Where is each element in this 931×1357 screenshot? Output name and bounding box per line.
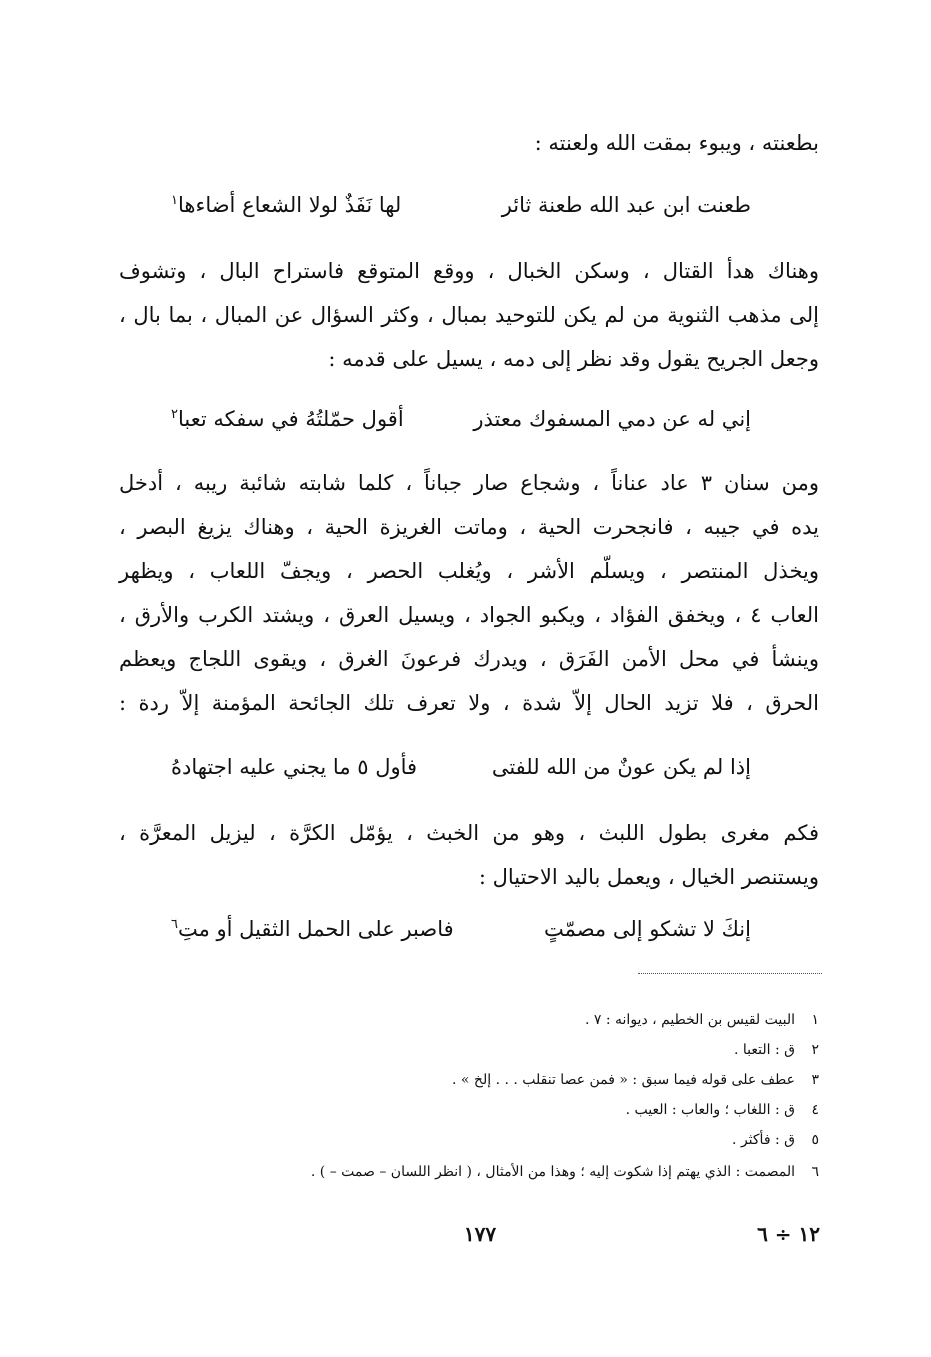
- verse-2: [171, 404, 751, 434]
- signature-mark: ١٢ ÷ ٦: [757, 1222, 820, 1246]
- verse-2-second-text: أقول حمّلتُهُ في سفكه تعبا: [177, 407, 404, 431]
- footnote-2-text: ق : التعبا .: [733, 1042, 795, 1058]
- verse-1-first-hemistich: طعنت ابن عبد الله طعنة ثائر: [501, 193, 751, 217]
- verse-3-second-text: فأول ٥ ما يجني عليه اجتهادهُ: [171, 755, 418, 779]
- footnote-5-number: ٥: [811, 1132, 819, 1148]
- verse-4: [171, 914, 751, 944]
- footnote-marker-1: ١: [171, 193, 178, 208]
- body-line-7: ويخذل المنتصر ، ويسلّم الأشر ، ويُغلب الحصر ، ويجفّ اللعاب ، ويظهر: [119, 559, 819, 583]
- body-line-10: الحرق ، فلا تزيد الحال إلاّ شدة ، ولا تعرف تلك الجائحة المؤمنة إلاّ ردة :: [119, 691, 819, 715]
- footnote-5-text: ق : فأكثر .: [732, 1132, 795, 1148]
- body-line-11: فكم مغرى بطول اللبث ، وهو من الخبث ، يؤمّل الكرَّة ، ليزيل المعرَّة ،: [119, 821, 819, 845]
- footnote-5: [119, 1130, 819, 1150]
- footnote-3: [119, 1070, 819, 1090]
- verse-1-second-text: لها نَفَذٌ لولا الشعاع أضاءها: [177, 193, 402, 217]
- footnote-6: [119, 1162, 819, 1182]
- body-line-3: إلى مذهب الثنوية من لم يكن للتوحيد بمبال ، وكثر السؤال عن المبال ، بما بال ،: [119, 303, 819, 327]
- footnote-marker-2: ٢: [171, 407, 178, 422]
- body-line-12: ويستنصر الخيال ، ويعمل باليد الاحتيال :: [478, 865, 819, 889]
- footnote-4: [119, 1100, 819, 1120]
- verse-4-first-hemistich: إنكَ لا تشكو إلى مصمّتٍ: [543, 917, 751, 941]
- verse-4-second-text: فاصبر على الحمل الثقيل أو متِ: [177, 917, 454, 941]
- body-line-2: وهناك هدأ القتال ، وسكن الخبال ، ووقع المتوقع فاستراح البال ، وتشوف: [119, 259, 819, 283]
- verse-3-second-hemistich: [171, 752, 417, 782]
- footnote-3-text: عطف على قوله فيما سبق : « فمن عصا تنقلب . . . إلخ » .: [452, 1072, 795, 1088]
- footnote-1-text: البيت لقيس بن الخطيم ، ديوانه : ٧ .: [584, 1012, 795, 1028]
- verse-3-first-hemistich: إذا لم يكن عونٌ من الله للفتى: [491, 755, 751, 779]
- verse-1: [171, 190, 751, 220]
- body-line-1: بطعنته ، ويبوء بمقت الله ولعنته :: [534, 131, 819, 155]
- body-line-6: يده في جيبه ، فانجحرت الحية ، وماتت الغريزة الحية ، وهناك يزيغ البصر ،: [119, 515, 819, 539]
- body-line-8: العاب ٤ ، ويخفق الفؤاد ، ويكبو الجواد ، ويسيل العرق ، ويشتد الكرب والأرق ،: [119, 603, 819, 627]
- page-number: ١٧٧: [463, 1222, 497, 1246]
- verse-2-second-hemistich: [171, 404, 404, 434]
- footnote-6-text: المصمت : الذي يهتم إذا شكوت إليه ؛ وهذا من الأمثال ، ( انظر اللسان – صمت – ) .: [310, 1164, 795, 1180]
- footnote-marker-6: ٦: [171, 917, 178, 932]
- verse-1-second-hemistich: [171, 190, 401, 220]
- footnote-2-number: ٢: [811, 1042, 819, 1058]
- footnote-4-text: ق : اللغاب ؛ والعاب : العيب .: [625, 1102, 795, 1118]
- body-line-9: وينشأ في محل الأمن الفَرَق ، ويدرك فرعونَ الغرق ، ويقوى اللجاج ويعظم: [119, 647, 819, 671]
- footnote-4-number: ٤: [811, 1102, 819, 1118]
- footnote-2: [119, 1040, 819, 1060]
- body-line-5: ومن سنان ٣ عاد عناناً ، وشجاع صار جباناً ، كلما شابته شائبة ريبه ، أدخل: [119, 471, 819, 495]
- footnote-3-number: ٣: [811, 1072, 819, 1088]
- verse-3: [171, 752, 751, 782]
- body-line-4: وجعل الجريح يقول وقد نظر إلى دمه ، يسيل على قدمه :: [328, 347, 819, 371]
- footnote-separator: [638, 973, 822, 974]
- verse-4-second-hemistich: [171, 914, 454, 944]
- footnote-6-number: ٦: [811, 1164, 819, 1180]
- footnote-1: [119, 1010, 819, 1030]
- footnote-1-number: ١: [811, 1012, 819, 1028]
- verse-2-first-hemistich: إني له عن دمي المسفوك معتذر: [473, 407, 751, 431]
